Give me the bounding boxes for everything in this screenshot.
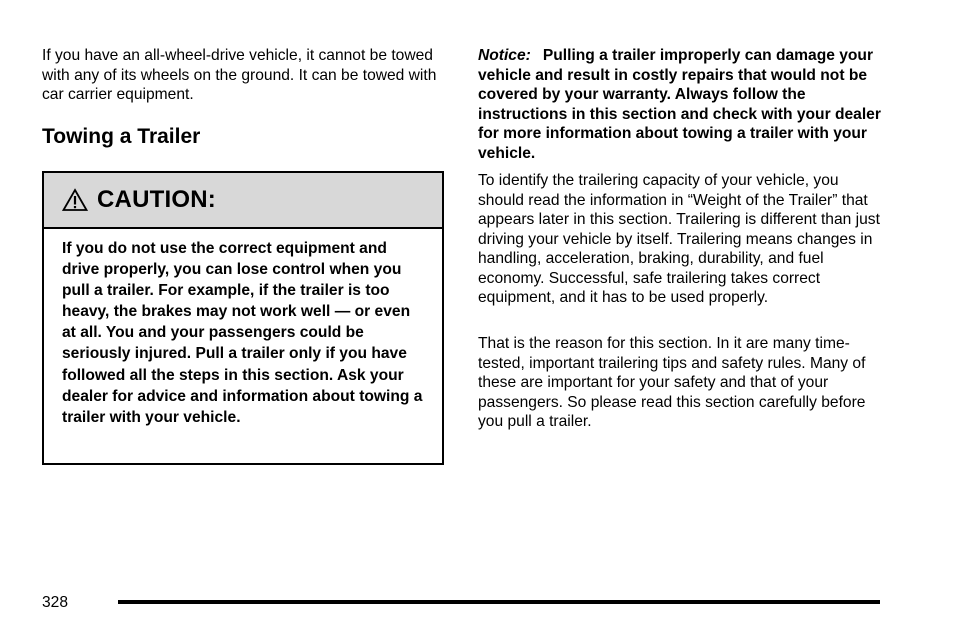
caution-header [44,173,442,229]
caution-box [42,171,444,465]
page-number: 328 [42,594,69,611]
notice-text: Pulling a trailer improperly can damage your vehicle and result in costly repairs that would not be covered by your warranty. Always follow the instructions in this section and check with your dealer for more information about towing a trailer with your vehicle. [478,47,881,162]
caution-text: If you do not use the correct equipment and drive properly, you can lose control when you pull a trailer. For example, if the trailer is too heavy, the brakes may not work well — or even at all. You and your passengers could be seriously injured. Pull a trailer only if you have followed all the steps in this section. Ask your dealer for advice and information about towing a trailer with your vehicle. [62,240,423,426]
section-purpose-paragraph: That is the reason for this section. In it are many time-tested, important trailering tips and safety rules. Many of these are important for your safety and that of your passengers. So please read this section carefully before you pull a trailer. [478,335,866,430]
footer-rule [118,600,880,604]
intro-paragraph: If you have an all-wheel-drive vehicle, it cannot be towed with any of its wheels on the ground. It can be towed with car carrier equipment. [42,47,437,103]
caution-title: CAUTION: [97,186,216,213]
notice-paragraph [478,46,888,163]
warning-triangle-icon [62,188,88,212]
section-heading: Towing a Trailer [42,125,201,148]
notice-label: Notice: [478,47,531,64]
trailering-capacity-paragraph: To identify the trailering capacity of your vehicle, you should read the information in “Weight of the Trailer” that appears later in this section. Trailering is different than just driving your vehicle by itself. Trailering means changes in handling, acceleration, braking, durability, and fuel economy. Successful, safe trailering takes correct equipment, and it has to be used properly. [478,172,880,306]
